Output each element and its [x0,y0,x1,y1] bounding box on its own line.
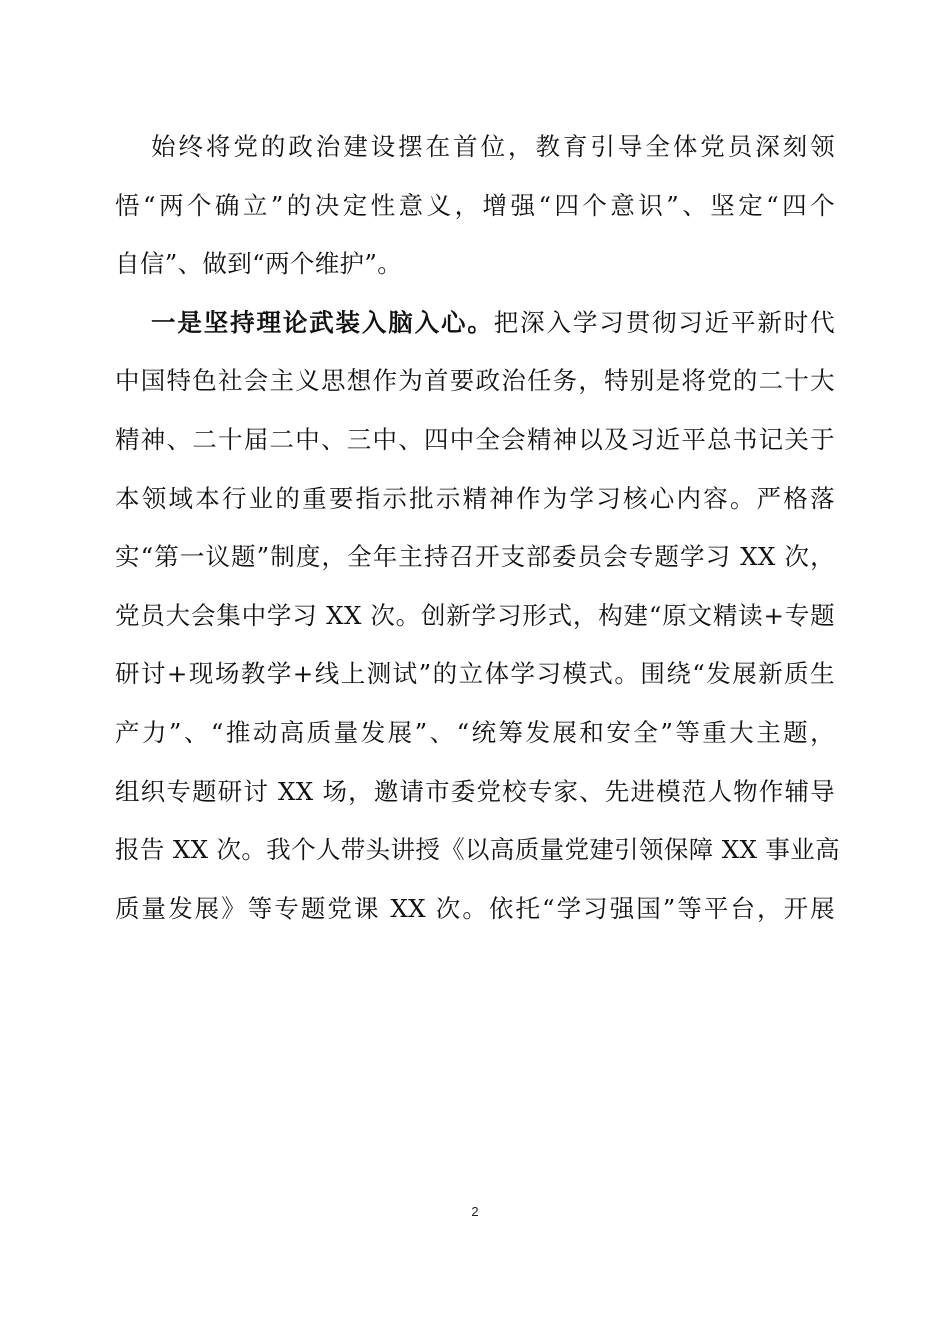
paragraph-line: 悟“两个确立”的决定性意义，增强“四个意识”、坚定“四个 [115,190,835,220]
paragraph-line: 实“第一议题”制度，全年主持召开支部委员会专题学习 XX 次， [115,542,835,572]
paragraph-line: 产力”、“推动高质量发展”、“统筹发展和安全”等重大主题， [115,717,835,747]
paragraph-line: 精神、二十届二中、三中、四中全会精神以及习近平总书记关于 [115,424,835,454]
paragraph-line: 始终将党的政治建设摆在首位，教育引导全体党员深刻领 [151,132,835,161]
body-text [115,118,840,938]
paragraph-line: 报告 XX 次。我个人带头讲授《以高质量党建引领保障 XX 事业高 [115,835,840,865]
paragraph-line: 党员大会集中学习 XX 次。创新学习形式，构建“原文精读+专题 [115,600,835,630]
paragraph-line: 自信”、做到“两个维护”。 [115,249,403,279]
page-number: 2 [471,1204,479,1219]
section-heading: 一是坚持理论武装入脑入心。 [151,307,494,337]
paragraph-line: 本领域本行业的重要指示批示精神作为学习核心内容。严格落 [115,483,835,513]
paragraph-line: 组织专题研讨 XX 场，邀请市委党校专家、先进模范人物作辅导 [115,776,835,806]
paragraph-line: 质量发展》等专题党课 XX 次。依托“学习强国”等平台，开展 [115,893,835,923]
paragraph-line: 中国特色社会主义思想作为首要政治任务，特别是将党的二十大 [115,366,835,396]
paragraph-line [115,294,835,353]
paragraph-line: 研讨+现场教学+线上测试”的立体学习模式。围绕“发展新质生 [115,659,835,689]
paragraph-text: 把深入学习贯彻习近平新时代 [493,307,835,337]
